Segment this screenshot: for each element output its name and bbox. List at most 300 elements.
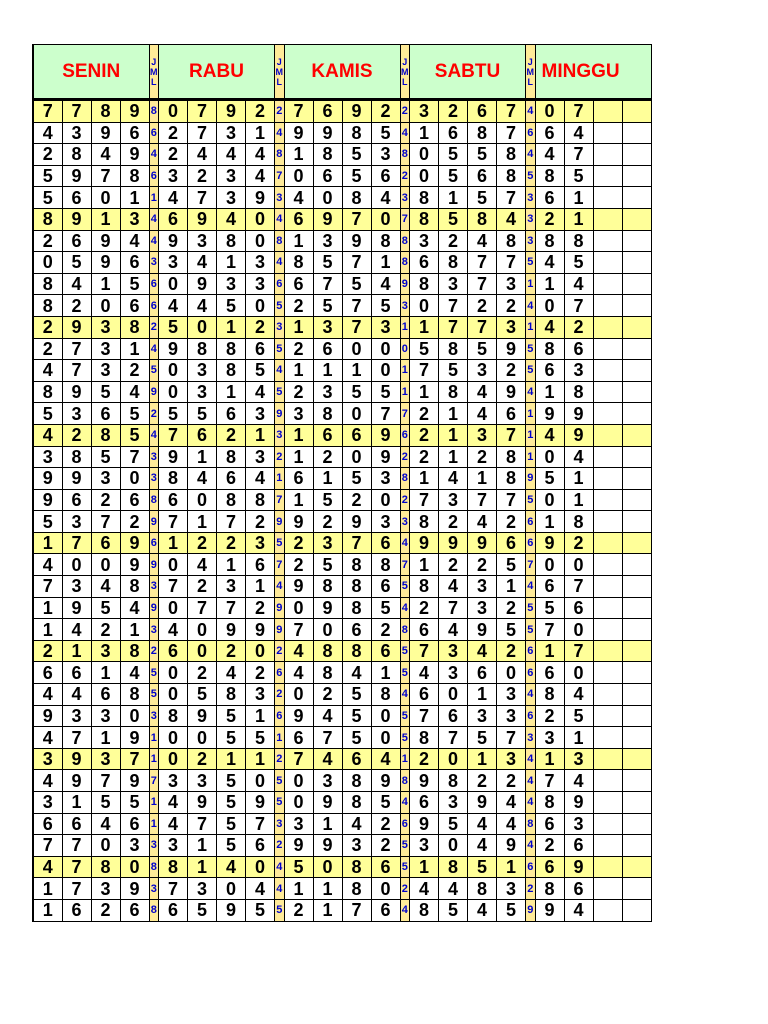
digit-cell: 0 [246,856,275,878]
digit-cell: 2 [564,532,593,554]
digit-cell: 7 [120,446,149,468]
digit-cell: 9 [468,619,497,641]
jml-cell: 4 [400,792,410,814]
digit-cell: 7 [159,878,188,900]
digit-cell: 0 [159,727,188,749]
digit-cell: 0 [284,597,313,619]
digit-cell: 6 [439,122,468,144]
jml-cell: 3 [526,727,536,749]
digit-cell: 8 [91,100,120,123]
digit-cell [593,446,622,468]
digit-cell: 4 [217,662,246,684]
digit-cell: 4 [439,468,468,490]
digit-cell: 0 [188,489,217,511]
digit-cell: 5 [246,360,275,382]
digit-cell: 9 [62,381,91,403]
digit-cell: 0 [159,273,188,295]
digit-cell: 8 [564,381,593,403]
digit-cell: 7 [497,252,526,274]
digit-cell: 1 [439,424,468,446]
digit-cell: 1 [120,338,149,360]
digit-cell: 3 [120,835,149,857]
digit-cell: 6 [62,813,91,835]
digit-cell: 6 [62,899,91,921]
digit-cell: 0 [246,295,275,317]
digit-cell: 0 [439,684,468,706]
digit-cell [622,554,651,576]
jml-cell: 4 [526,381,536,403]
digit-cell: 1 [120,619,149,641]
jml-cell: 7 [526,554,536,576]
digit-cell: 4 [246,878,275,900]
digit-cell [622,532,651,554]
digit-cell: 3 [497,878,526,900]
jml-cell: 5 [526,252,536,274]
digit-cell: 7 [62,532,91,554]
digit-cell: 8 [535,684,564,706]
digit-cell: 5 [439,165,468,187]
digit-cell: 2 [410,424,439,446]
digit-cell: 0 [284,684,313,706]
digit-cell: 8 [535,878,564,900]
digit-cell: 8 [91,424,120,446]
table-row [33,878,651,900]
digit-cell: 6 [217,468,246,490]
digit-cell: 6 [284,208,313,230]
digit-cell: 8 [535,165,564,187]
digit-cell: 8 [120,684,149,706]
digit-cell: 8 [564,511,593,533]
jml-cell: 9 [275,403,285,425]
digit-cell: 7 [371,403,400,425]
digit-cell: 2 [468,295,497,317]
digit-cell: 1 [188,835,217,857]
digit-cell: 2 [497,295,526,317]
digit-cell: 9 [246,187,275,209]
digit-cell: 7 [62,856,91,878]
digit-cell: 6 [535,187,564,209]
digit-cell: 8 [497,446,526,468]
digit-cell: 0 [342,403,371,425]
table-row [33,338,651,360]
digit-cell: 4 [33,424,62,446]
digit-cell: 1 [313,813,342,835]
digit-cell: 4 [62,619,91,641]
digit-cell [593,878,622,900]
digit-cell: 2 [284,899,313,921]
digit-cell: 1 [284,144,313,166]
digit-cell: 8 [188,338,217,360]
digit-cell: 0 [120,856,149,878]
table-row [33,424,651,446]
digit-cell: 9 [313,597,342,619]
digit-cell: 4 [564,122,593,144]
digit-cell [593,554,622,576]
digit-cell: 6 [410,619,439,641]
digit-cell: 3 [91,316,120,338]
jml-letter: M [275,66,283,77]
digit-cell: 7 [284,748,313,770]
jml-letter: M [150,66,158,77]
digit-cell: 0 [535,295,564,317]
digit-cell: 3 [468,576,497,598]
digit-cell: 6 [535,576,564,598]
jml-cell: 1 [149,748,159,770]
digit-cell: 0 [159,554,188,576]
digit-cell [622,597,651,619]
jml-cell: 8 [400,230,410,252]
digit-cell [593,748,622,770]
jml-cell: 5 [400,662,410,684]
digit-cell: 4 [535,144,564,166]
table-row [33,662,651,684]
jml-cell: 6 [149,532,159,554]
digit-cell: 8 [91,856,120,878]
digit-cell: 9 [246,619,275,641]
jml-cell: 8 [400,770,410,792]
digit-cell: 2 [410,597,439,619]
digit-cell: 3 [217,187,246,209]
digit-cell: 5 [217,792,246,814]
digit-cell: 7 [497,424,526,446]
table-row [33,187,651,209]
digit-cell [622,792,651,814]
digit-cell: 4 [468,640,497,662]
digit-cell: 4 [497,792,526,814]
jml-cell: 5 [149,360,159,382]
digit-cell: 1 [564,468,593,490]
digit-cell: 9 [62,468,91,490]
digit-cell: 0 [371,489,400,511]
table-row [33,770,651,792]
digit-cell: 2 [188,662,217,684]
table-row [33,230,651,252]
digit-cell: 1 [246,122,275,144]
digit-cell: 9 [120,144,149,166]
digit-cell: 4 [62,273,91,295]
digit-cell: 5 [217,813,246,835]
digit-cell: 2 [246,316,275,338]
digit-cell: 0 [410,295,439,317]
digit-cell: 4 [120,662,149,684]
digit-cell: 0 [535,100,564,123]
digit-cell: 6 [62,662,91,684]
digit-cell: 1 [33,619,62,641]
table-row [33,684,651,706]
digit-cell: 3 [91,640,120,662]
digit-cell: 2 [313,684,342,706]
digit-cell: 3 [246,252,275,274]
digit-cell: 0 [91,295,120,317]
digit-cell: 4 [468,403,497,425]
digit-cell: 4 [371,748,400,770]
digit-cell: 0 [91,187,120,209]
digit-cell: 3 [91,748,120,770]
digit-cell: 1 [439,446,468,468]
digit-cell: 5 [246,727,275,749]
digit-cell: 0 [284,165,313,187]
digit-cell: 2 [439,230,468,252]
digit-cell: 2 [284,338,313,360]
digit-cell: 4 [313,748,342,770]
digit-cell [593,813,622,835]
table-header-row [33,45,651,100]
digit-cell: 8 [439,252,468,274]
digit-cell: 1 [342,360,371,382]
jml-cell: 3 [149,446,159,468]
digit-cell: 6 [342,748,371,770]
digit-cell: 0 [371,705,400,727]
digit-cell [593,532,622,554]
jml-cell: 3 [149,878,159,900]
digit-cell: 8 [342,122,371,144]
table-row [33,489,651,511]
digit-cell [622,727,651,749]
digit-cell: 9 [33,489,62,511]
digit-cell: 7 [62,338,91,360]
digit-cell: 6 [313,424,342,446]
digit-cell: 2 [33,316,62,338]
digit-cell: 2 [497,597,526,619]
digit-cell: 6 [535,813,564,835]
digit-cell: 4 [33,727,62,749]
digit-cell: 4 [246,144,275,166]
digit-cell: 3 [120,208,149,230]
jml-cell: 4 [526,684,536,706]
digit-cell: 6 [371,856,400,878]
digit-cell: 9 [120,727,149,749]
digit-cell: 7 [342,532,371,554]
digit-cell: 1 [371,252,400,274]
digit-cell: 8 [410,727,439,749]
digit-cell: 9 [284,122,313,144]
digit-cell: 8 [439,856,468,878]
digit-cell: 0 [535,489,564,511]
digit-cell: 8 [439,381,468,403]
digit-cell: 2 [91,489,120,511]
digit-cell: 2 [62,424,91,446]
digit-cell: 3 [410,835,439,857]
jml-cell: 1 [149,727,159,749]
digit-cell: 1 [91,273,120,295]
digit-cell: 5 [342,468,371,490]
digit-cell: 2 [497,770,526,792]
digit-cell: 5 [497,619,526,641]
digit-cell: 1 [468,468,497,490]
digit-cell: 1 [313,899,342,921]
digit-cell: 2 [342,489,371,511]
jml-cell: 6 [526,122,536,144]
digit-cell [593,576,622,598]
digit-cell: 4 [564,899,593,921]
jml-cell: 1 [526,424,536,446]
digit-cell: 8 [468,208,497,230]
digit-cell: 6 [120,122,149,144]
digit-cell: 3 [62,122,91,144]
digit-cell: 2 [410,748,439,770]
digit-cell: 9 [91,252,120,274]
jml-cell: 6 [275,273,285,295]
digit-cell: 0 [159,684,188,706]
jml-cell: 3 [400,187,410,209]
digit-cell: 4 [284,187,313,209]
digit-cell: 5 [371,295,400,317]
digit-cell: 4 [410,662,439,684]
jml-cell: 4 [400,597,410,619]
jml-cell: 5 [275,770,285,792]
digit-cell: 8 [159,468,188,490]
digit-cell: 3 [159,165,188,187]
digit-cell: 9 [188,792,217,814]
digit-cell: 1 [497,856,526,878]
digit-cell: 6 [159,489,188,511]
digit-cell: 7 [159,424,188,446]
jml-cell: 2 [275,835,285,857]
digit-cell: 8 [497,165,526,187]
digit-cell: 5 [468,144,497,166]
digit-cell: 0 [371,360,400,382]
digit-cell: 6 [313,100,342,123]
digit-cell: 4 [159,295,188,317]
digit-cell: 5 [120,424,149,446]
digit-cell: 1 [410,381,439,403]
jml-cell: 6 [149,122,159,144]
digit-cell: 9 [371,446,400,468]
digit-cell: 6 [564,597,593,619]
digit-cell: 5 [188,684,217,706]
digit-cell: 2 [188,748,217,770]
digit-cell: 7 [91,770,120,792]
digit-cell: 2 [217,424,246,446]
table-row [33,144,651,166]
digit-cell: 3 [313,381,342,403]
table-row [33,122,651,144]
day-header-0: SENIN [33,45,149,100]
digit-cell: 4 [468,813,497,835]
digit-cell: 4 [535,252,564,274]
digit-cell: 5 [439,899,468,921]
digit-cell: 8 [535,230,564,252]
digit-cell: 3 [468,705,497,727]
jml-cell: 9 [149,511,159,533]
digit-cell: 2 [564,316,593,338]
digit-cell: 0 [246,208,275,230]
digit-cell: 0 [371,338,400,360]
digit-cell: 5 [342,684,371,706]
digit-cell: 5 [217,295,246,317]
jml-cell: 2 [149,640,159,662]
jml-cell: 4 [526,770,536,792]
jml-cell: 2 [275,748,285,770]
digit-cell: 3 [246,403,275,425]
digit-cell: 7 [62,100,91,123]
digit-cell: 3 [62,576,91,598]
digit-cell [622,360,651,382]
digit-cell: 9 [62,770,91,792]
digit-cell: 8 [284,252,313,274]
digit-cell: 1 [91,662,120,684]
digit-cell [593,424,622,446]
digit-cell: 9 [188,208,217,230]
digit-cell: 7 [246,813,275,835]
digit-cell: 5 [342,165,371,187]
jml-cell: 4 [526,576,536,598]
digit-cell: 9 [284,705,313,727]
jml-cell: 6 [526,856,536,878]
digit-cell: 5 [91,381,120,403]
digit-cell: 1 [246,576,275,598]
digit-cell: 1 [62,792,91,814]
digit-cell: 3 [217,122,246,144]
digit-cell [593,856,622,878]
digit-cell: 8 [313,403,342,425]
digit-cell: 8 [535,792,564,814]
digit-cell: 6 [535,360,564,382]
jml-letter: M [401,66,409,77]
digit-cell: 4 [535,424,564,446]
digit-cell: 7 [217,597,246,619]
digit-cell: 3 [313,770,342,792]
digit-cell: 9 [217,899,246,921]
digit-cell: 4 [33,856,62,878]
jml-cell: 4 [149,144,159,166]
jml-cell: 7 [275,554,285,576]
digit-cell: 1 [564,187,593,209]
digit-cell: 8 [313,662,342,684]
table-row [33,554,651,576]
digit-cell: 7 [564,295,593,317]
digit-cell: 5 [342,273,371,295]
jml-cell: 1 [526,403,536,425]
digit-cell: 0 [410,144,439,166]
digit-cell: 0 [371,727,400,749]
digit-cell: 8 [246,489,275,511]
digit-cell: 2 [497,511,526,533]
digit-cell: 0 [564,619,593,641]
jml-cell: 8 [400,144,410,166]
jml-cell: 2 [400,446,410,468]
digit-cell: 7 [564,100,593,123]
digit-cell: 2 [91,899,120,921]
digit-cell: 1 [410,122,439,144]
digit-cell: 5 [371,792,400,814]
jml-cell: 3 [149,468,159,490]
digit-cell [622,489,651,511]
digit-cell: 7 [497,100,526,123]
digit-cell [622,230,651,252]
jml-cell: 5 [400,705,410,727]
digit-cell: 6 [410,252,439,274]
digit-cell [593,770,622,792]
digit-cell [622,122,651,144]
digit-cell: 4 [497,813,526,835]
digit-cell: 7 [410,360,439,382]
digit-cell: 5 [188,403,217,425]
digit-cell: 0 [313,619,342,641]
digit-cell: 7 [188,187,217,209]
jml-cell: 4 [526,748,536,770]
jml-letter: L [276,76,282,87]
jml-cell: 9 [526,468,536,490]
digit-cell: 0 [284,792,313,814]
digit-cell: 4 [33,122,62,144]
digit-cell: 2 [497,640,526,662]
digit-cell: 5 [439,208,468,230]
digit-cell: 3 [217,165,246,187]
digit-cell: 4 [188,252,217,274]
digit-cell: 6 [284,727,313,749]
digit-cell: 8 [564,230,593,252]
